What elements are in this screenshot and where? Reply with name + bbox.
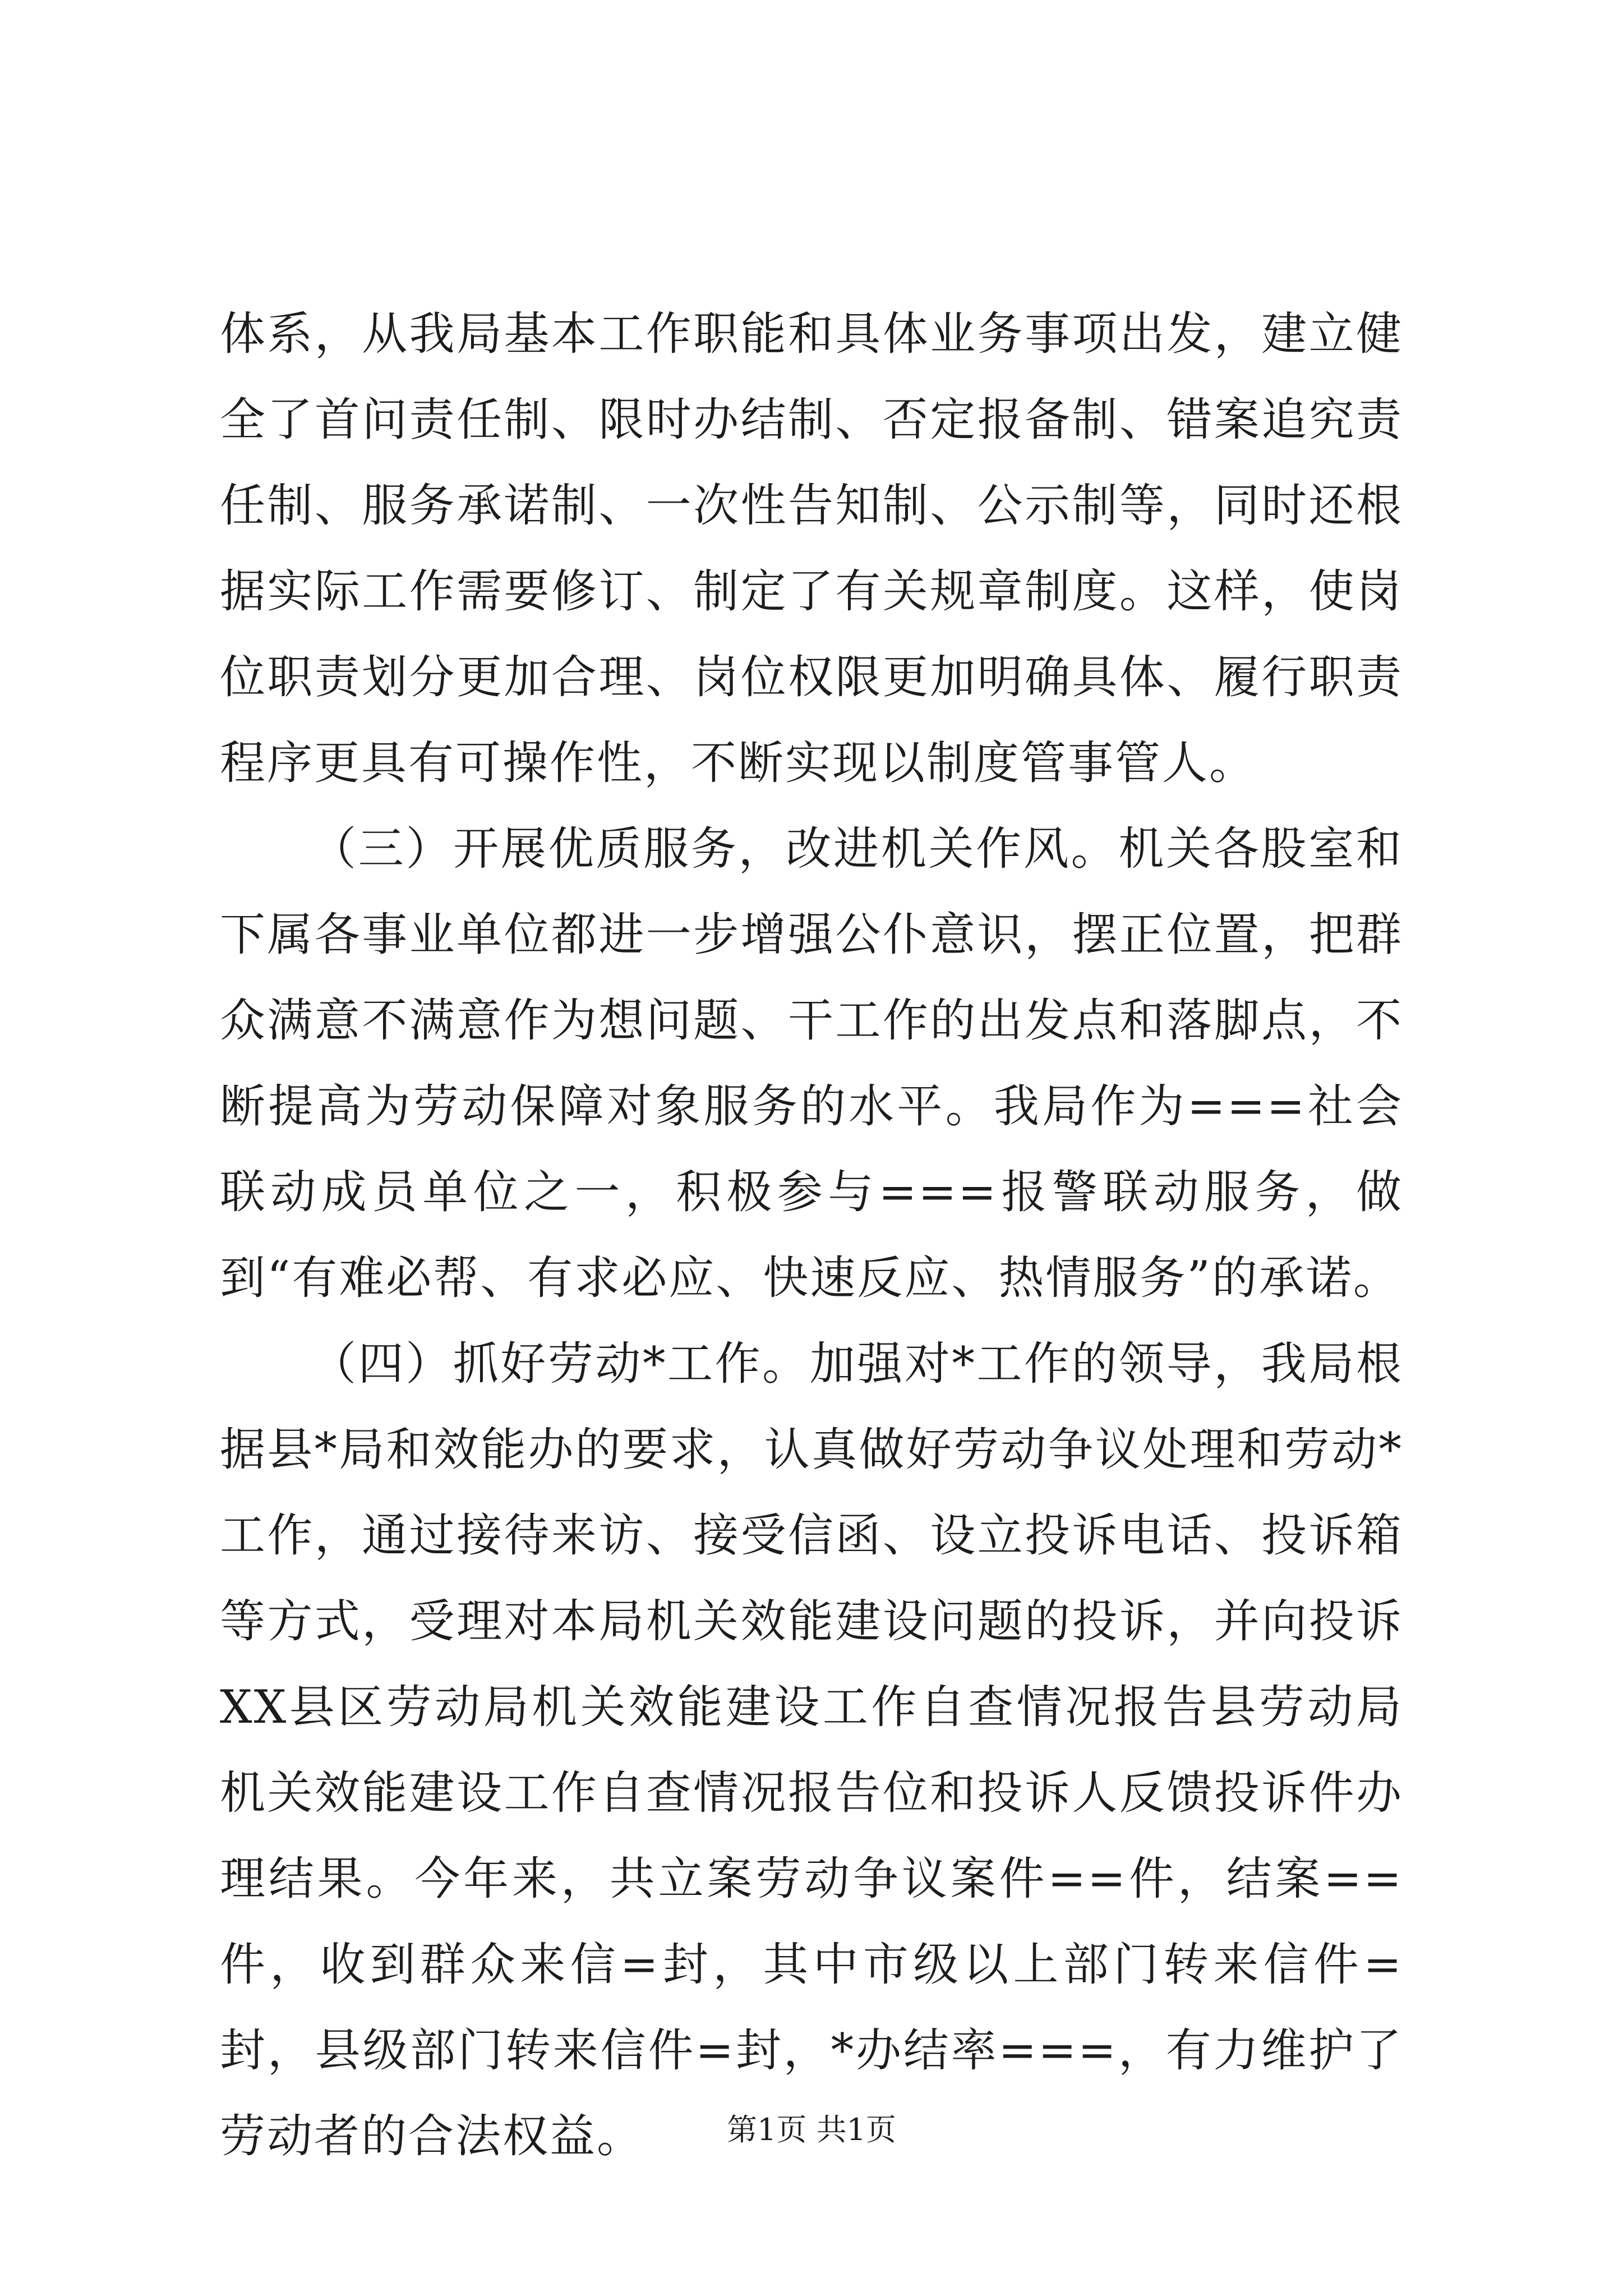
paragraph-continuation: 体系，从我局基本工作职能和具体业务事项出发，建立健全了首问责任制、限时办结制、否定报备制、错案追究责任制、服务承诺制、一次性告知制、公示制等，同时还根据实际工作需要修订、制定了有关规章制度。这样，使岗位职责划分更加合理、岗位权限更加明确具体、履行职责程序更具有可操作性，不断实现以制度管事管人。	[220, 308, 1403, 790]
paragraph-section-four: （四）抓好劳动*工作。加强对*工作的领导，我局根据县*局和效能办的要求，认真做好劳动争议处理和劳动*工作，通过接待来访、接受信函、设立投诉电话、投诉箱等方式，受理对本局机关效能建设问题的投诉，并向投诉XX县区劳动局机关效能建设工作自查情况报告县劳动局机关效能建设工作自查情况报告位和投诉人反馈投诉件办理结果。今年来，共立案劳动争议案件==件，结案==件，收到群众来信=封，其中市级以上部门转来信件=封，县级部门转来信件=封，*办结率===，有力维护了劳动者的合法权益。	[220, 1338, 1403, 2163]
page-number-footer: 第1页 共1页	[727, 2112, 896, 2147]
paragraph-section-three: （三）开展优质服务，改进机关作风。机关各股室和下属各事业单位都进一步增强公仆意识，摆正位置，把群众满意不满意作为想问题、干工作的出发点和落脚点，不断提高为劳动保障对象服务的水平。我局作为===社会联动成员单位之一，积极参与===报警联动服务，做到“有难必帮、有求必应、快速反应、热情服务”的承诺。	[220, 823, 1403, 1305]
document-body	[220, 292, 1403, 2180]
